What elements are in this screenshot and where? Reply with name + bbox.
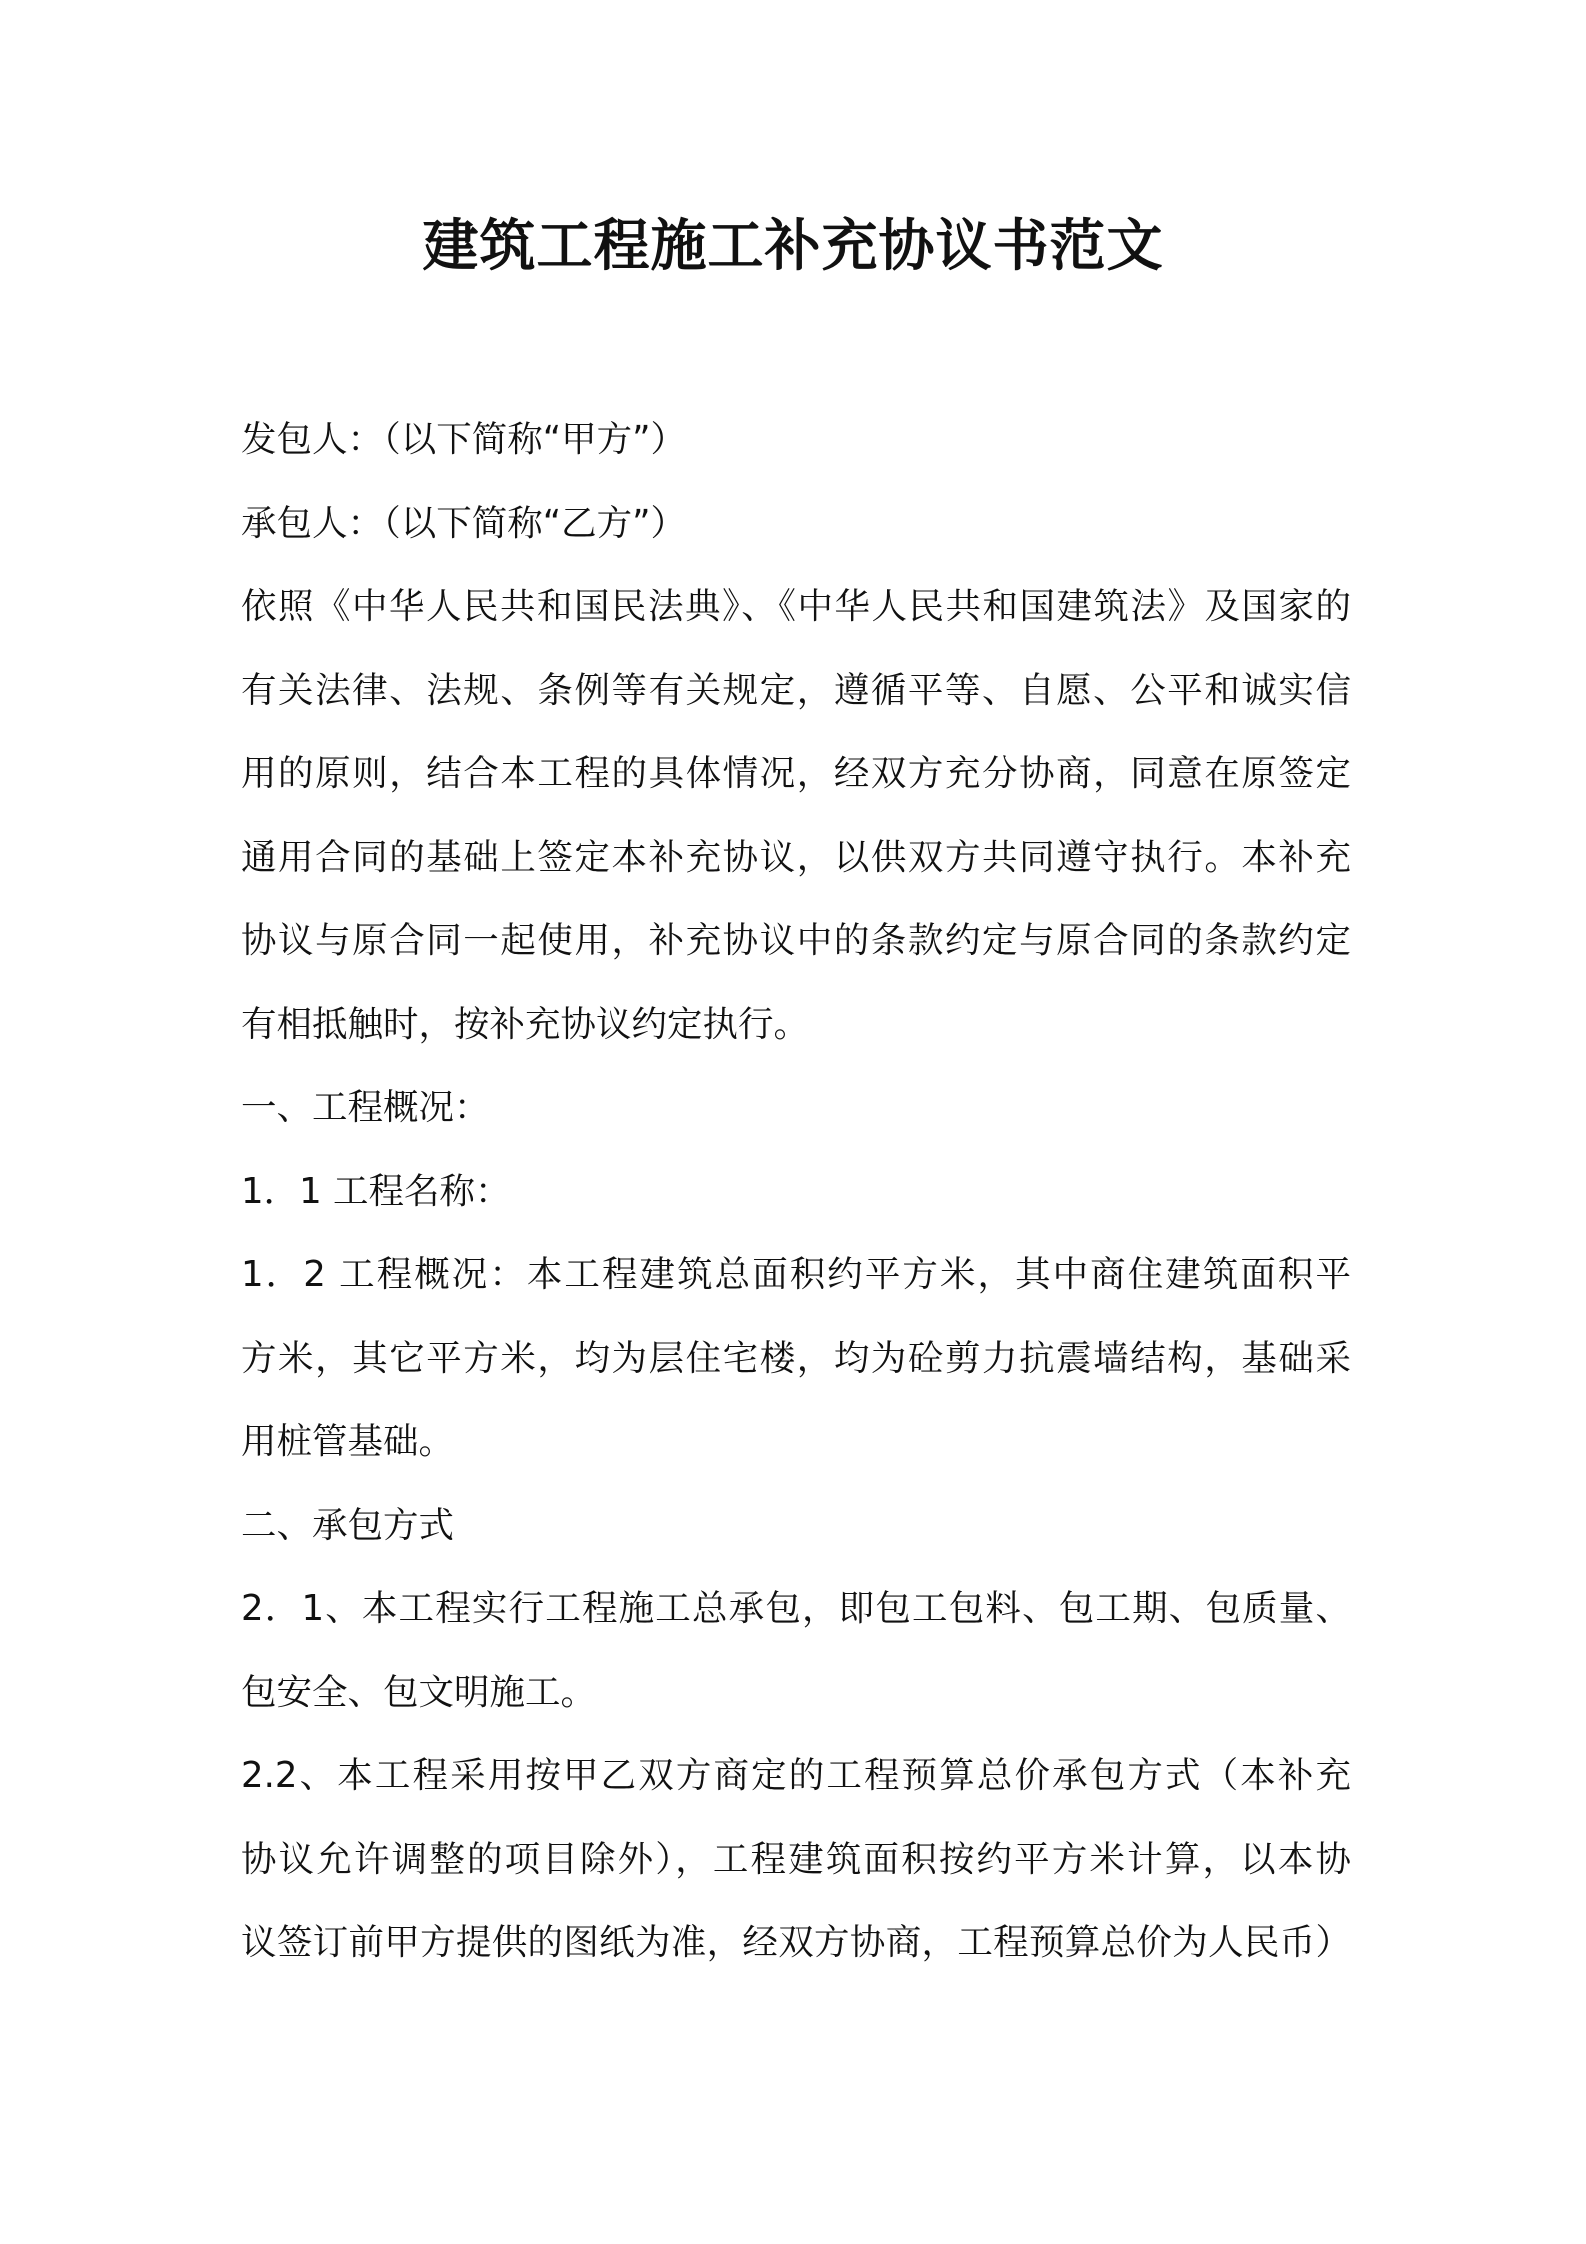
clause-line: 协议允许调整的项目除外），工程建筑面积按约平方米计算，以本协	[241, 1838, 1351, 1880]
paragraph-line: 有关法律、法规、条例等有关规定，遵循平等、自愿、公平和诚实信	[241, 669, 1351, 711]
section-heading: 一、工程概况：	[241, 1087, 490, 1128]
paragraph-line: 通用合同的基础上签定本补充协议，以供双方共同遵守执行。本补充	[241, 836, 1351, 878]
party-b-line: 承包人：（以下简称“乙方”）	[241, 502, 687, 544]
paragraph-line: 协议与原合同一起使用，补充协议中的条款约定与原合同的条款约定	[241, 920, 1351, 961]
clause-line: 方米，其它平方米，均为层住宅楼，均为砼剪力抗震墙结构，基础采	[241, 1337, 1351, 1379]
party-a-line: 发包人：（以下简称“甲方”）	[241, 419, 687, 460]
paragraph-line: 有相抵触时，按补充协议约定执行。	[241, 1003, 810, 1045]
paragraph-line: 用的原则，结合本工程的具体情况，经双方充分协商，同意在原签定	[241, 753, 1351, 794]
document-body	[241, 398, 1351, 1985]
section-heading: 二、承包方式	[241, 1504, 455, 1546]
clause-line: 2．1、本工程实行工程施工总承包，即包工包料、包工期、包质量、	[241, 1588, 1351, 1629]
clause-line: 议签订前甲方提供的图纸为准，经双方协商，工程预算总价为人民币）	[241, 1922, 1351, 1963]
document-title: 建筑工程施工补充协议书范文	[422, 214, 1164, 279]
clause-line: 1．2 工程概况：本工程建筑总面积约平方米，其中商住建筑面积平	[241, 1254, 1351, 1295]
clause-line: 包安全、包文明施工。	[241, 1671, 597, 1713]
clause-line: 1．1 工程名称：	[241, 1170, 511, 1212]
clause-line: 2.2、本工程采用按甲乙双方商定的工程预算总价承包方式（本补充	[241, 1755, 1351, 1796]
paragraph-line: 依照《中华人民共和国民法典》、《中华人民共和国建筑法》及国家的	[241, 586, 1351, 627]
clause-line: 用桩管基础。	[241, 1421, 455, 1462]
